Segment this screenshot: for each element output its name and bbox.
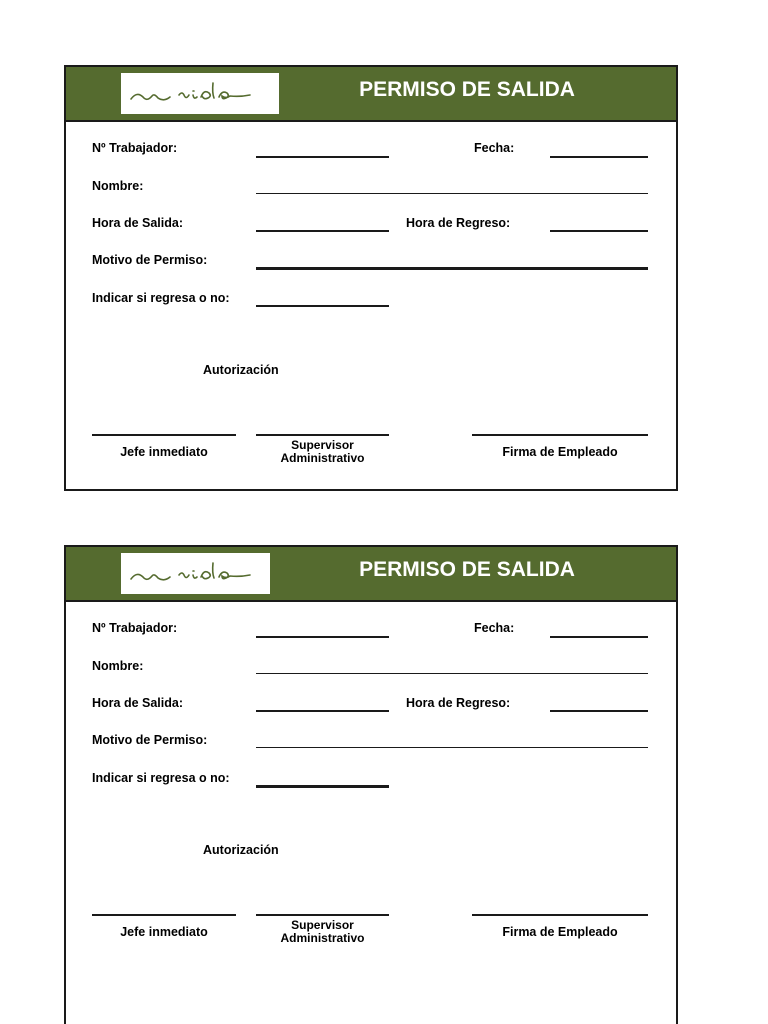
boss-signature-caption: Jefe inmediato	[120, 925, 208, 939]
departure-time-field[interactable]	[256, 710, 389, 712]
reason-field[interactable]	[256, 747, 648, 748]
logo-script-icon	[121, 73, 279, 114]
employee-signature-line[interactable]	[472, 434, 648, 436]
name-label: Nombre:	[92, 179, 144, 193]
employee-signature-caption: Firma de Empleado	[502, 925, 618, 939]
date-label: Fecha:	[474, 141, 515, 155]
boss-signature-line[interactable]	[92, 434, 236, 436]
logo-script-icon	[121, 553, 270, 594]
date-label: Fecha:	[474, 621, 515, 635]
employee-signature-caption: Firma de Empleado	[502, 445, 618, 459]
returns-field[interactable]	[256, 785, 389, 788]
form-title: PERMISO DE SALIDA	[359, 558, 575, 581]
date-field[interactable]	[550, 156, 648, 158]
reason-field[interactable]	[256, 267, 648, 270]
return-time-label: Hora de Regreso:	[406, 696, 511, 710]
boss-signature-caption: Jefe inmediato	[120, 445, 208, 459]
form-title: PERMISO DE SALIDA	[359, 78, 575, 101]
return-time-label: Hora de Regreso:	[406, 216, 511, 230]
supervisor-signature-line[interactable]	[256, 434, 389, 436]
supervisor-signature-line[interactable]	[256, 914, 389, 916]
exit-permit-form-1	[64, 65, 678, 491]
employee-signature-line[interactable]	[472, 914, 648, 916]
departure-time-label: Hora de Salida:	[92, 216, 183, 230]
supervisor-signature-caption: Supervisor Administrativo	[280, 438, 365, 465]
form-header	[66, 547, 676, 602]
exit-permit-form-2	[64, 545, 678, 1024]
return-time-field[interactable]	[550, 710, 648, 712]
returns-field[interactable]	[256, 305, 389, 307]
name-label: Nombre:	[92, 659, 144, 673]
worker-number-label: Nº Trabajador:	[92, 621, 178, 635]
worker-number-label: Nº Trabajador:	[92, 141, 178, 155]
form-header	[66, 67, 676, 122]
company-logo	[121, 553, 270, 594]
authorization-heading: Autorización	[203, 363, 279, 377]
reason-label: Motivo de Permiso:	[92, 733, 208, 747]
name-field[interactable]	[256, 673, 648, 674]
authorization-heading: Autorización	[203, 843, 279, 857]
name-field[interactable]	[256, 193, 648, 194]
boss-signature-line[interactable]	[92, 914, 236, 916]
company-logo	[121, 73, 279, 114]
returns-label: Indicar si regresa o no:	[92, 291, 230, 305]
worker-number-field[interactable]	[256, 636, 389, 638]
departure-time-field[interactable]	[256, 230, 389, 232]
departure-time-label: Hora de Salida:	[92, 696, 183, 710]
date-field[interactable]	[550, 636, 648, 638]
worker-number-field[interactable]	[256, 156, 389, 158]
return-time-field[interactable]	[550, 230, 648, 232]
supervisor-signature-caption: Supervisor Administrativo	[280, 918, 365, 945]
returns-label: Indicar si regresa o no:	[92, 771, 230, 785]
reason-label: Motivo de Permiso:	[92, 253, 208, 267]
